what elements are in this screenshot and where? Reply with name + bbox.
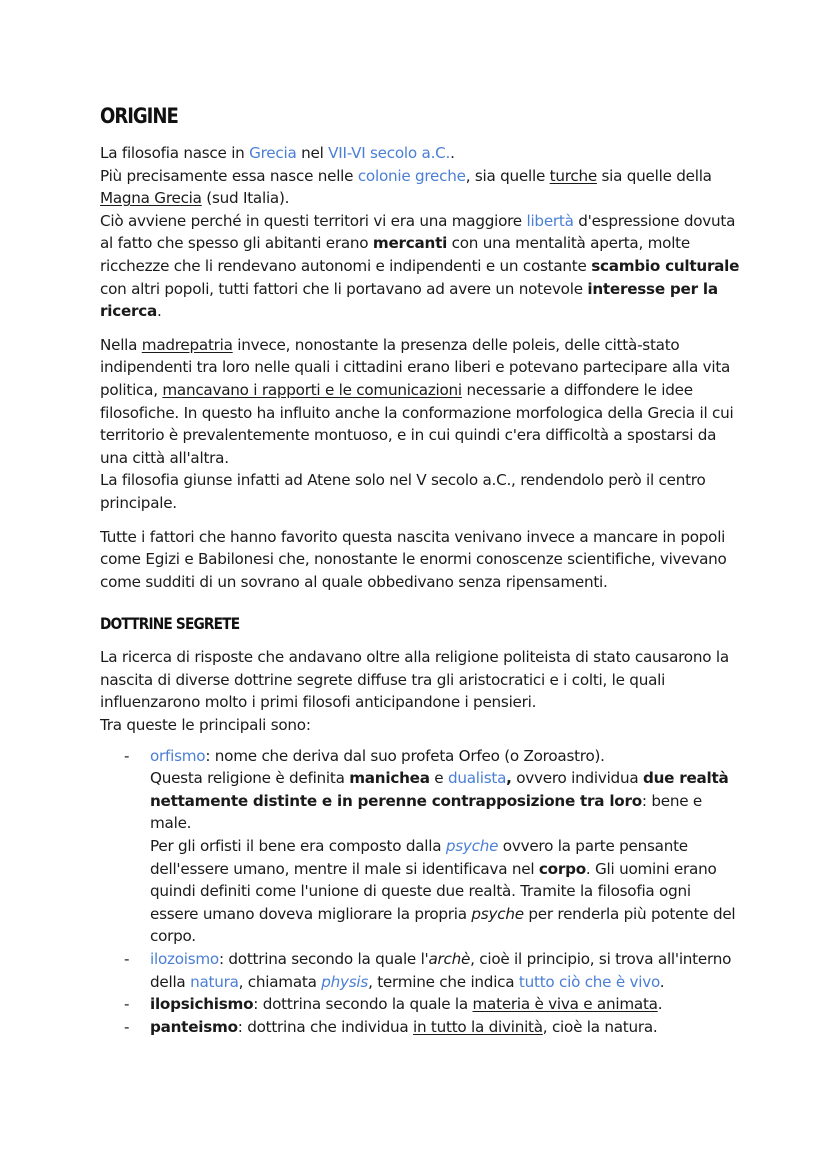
text-line xyxy=(150,1018,657,1036)
text-line xyxy=(100,648,729,711)
styled-text-run: psyche xyxy=(445,837,499,856)
text-run: La filosofia giunse infatti ad Atene solo nel V secolo a.C., rendendolo però il centro principale. xyxy=(100,471,706,512)
styled-text-run: Grecia xyxy=(249,144,297,162)
text-run: (sud Italia). xyxy=(201,189,290,208)
text-run: : bene e male. xyxy=(150,791,702,833)
paragraph-origine-intro xyxy=(100,142,740,323)
paragraph-madrepatria xyxy=(100,334,740,515)
text-run: , cioè il principio, si trova all'interno della xyxy=(150,950,732,991)
text-run: per renderla più potente del corpo. xyxy=(150,904,736,946)
styled-text-run: ilopsichismo xyxy=(150,995,254,1014)
styled-text-run: orfismo xyxy=(150,746,206,765)
text-run: d'espressione dovuta al fatto che spesso gli abitanti erano xyxy=(100,211,736,253)
text-run: , termine che indica xyxy=(368,972,519,991)
text-run: Più precisamente essa nasce nelle xyxy=(100,166,358,185)
text-line xyxy=(150,837,735,945)
doctrines-list xyxy=(100,745,740,1039)
styled-text-run: mancavano i rapporti e le comunicazioni xyxy=(162,380,462,399)
text-run: . xyxy=(659,972,665,991)
text-run: con altri popoli, tutti fattori che li portavano ad avere un notevole xyxy=(100,279,588,298)
text-line xyxy=(100,167,712,208)
text-line xyxy=(150,769,729,832)
text-line xyxy=(100,144,455,162)
styled-text-run: psyche xyxy=(471,904,524,923)
text-line xyxy=(100,528,727,591)
text-run: Ciò avviene perché in questi territori vi era una maggiore xyxy=(100,211,527,230)
styled-text-run: in tutto la divinità xyxy=(412,1017,543,1036)
text-run: Questa religione è definita xyxy=(150,769,350,788)
styled-text-run: madrepatria xyxy=(141,335,233,354)
section-origine xyxy=(100,102,740,593)
text-run: sia quelle della xyxy=(596,166,712,185)
document-page xyxy=(100,102,740,1038)
styled-text-run: tutto ciò che è vivo xyxy=(518,972,660,991)
styled-text-run: ilozoismo xyxy=(150,950,219,968)
styled-text-run: VII-VI secolo a.C. xyxy=(328,144,451,162)
text-line xyxy=(150,747,605,765)
styled-text-run: physis xyxy=(321,972,369,991)
list-item-ilopsichismo xyxy=(100,993,740,1016)
dash-bullet-icon: - xyxy=(124,995,130,1014)
text-run: : dottrina che individua xyxy=(237,1017,413,1036)
text-run: La ricerca di risposte che andavano oltre alla religione politeista di stato causarono la nascita di diverse dottrine segrete diffuse tra gli aristocratici e i colti, le quali influenzarono molto i primi filosofi anticipandone i pensieri. xyxy=(100,648,729,712)
styled-text-run: manichea xyxy=(349,769,430,788)
styled-text-run: mercanti xyxy=(372,234,448,253)
list-item-ilozoismo xyxy=(100,948,740,993)
text-run: . xyxy=(657,995,663,1014)
text-run: e xyxy=(429,769,448,788)
text-run: nel xyxy=(296,144,329,162)
text-run: necessarie a diffondere le idee filosofiche. In questo ha influito anche la conformazione morfologica della Grecia il cui territorio è prevalentemente montuoso, e in cui quindi c'era difficoltà a spostarsi da una città all'altra. xyxy=(100,380,734,467)
text-run: . Gli uomini erano quindi definiti come l'unione di queste due realtà. Tramite la filosofia ogni essere umano doveva migliorare la propria xyxy=(150,859,717,923)
styled-text-run: turche xyxy=(549,166,597,185)
dash-bullet-icon: - xyxy=(124,746,130,765)
styled-text-run: due realtà nettamente distinte e in perenne contrapposizione tra loro xyxy=(150,769,729,810)
styled-text-run: scambio culturale xyxy=(591,256,740,275)
styled-text-run: panteismo xyxy=(150,1017,238,1036)
text-run: : nome che deriva dal suo profeta Orfeo (o Zoroastro). xyxy=(205,746,605,765)
styled-text-run: libertà xyxy=(526,211,574,230)
list-item-orfismo xyxy=(100,745,740,948)
styled-text-run: natura xyxy=(190,972,239,991)
text-run: ovvero la parte pensante dell'essere umano, mentre il male si identificava nel xyxy=(150,837,688,878)
text-run: Tra queste le principali sono: xyxy=(100,716,311,735)
text-run: : dottrina secondo la quale la xyxy=(253,995,473,1014)
styled-text-run: , xyxy=(506,769,512,788)
styled-text-run: interesse per la ricerca xyxy=(100,279,718,321)
text-run: invece, nonostante la presenza delle poleis, delle città-stato indipendenti tra loro nelle quali i cittadini erano liberi e potevano partecipare alla vita politica, xyxy=(100,335,731,399)
text-run: Tutte i fattori che hanno favorito questa nascita venivano invece a mancare in popoli come Egizi e Babilonesi che, nonostante le enormi conoscenze scientifiche, vivevano come sudditi di un sovrano al quale obbedivano senza ripensamenti. xyxy=(100,527,727,591)
dash-bullet-icon: - xyxy=(124,950,130,968)
text-run: . xyxy=(157,302,162,321)
styled-text-run: colonie greche xyxy=(357,166,466,185)
list-item-panteismo xyxy=(100,1016,740,1039)
text-line xyxy=(100,212,739,320)
text-run: Per gli orfisti il bene era composto dalla xyxy=(150,837,446,856)
text-run: , chiamata xyxy=(238,972,322,991)
styled-text-run: materia è viva e animata xyxy=(472,995,658,1014)
text-line xyxy=(150,995,662,1013)
styled-text-run: dualista xyxy=(447,769,507,788)
paragraph-dottrine-intro xyxy=(100,646,740,736)
text-line xyxy=(100,716,311,734)
text-run: Nella xyxy=(100,335,142,354)
text-run: ovvero individua xyxy=(511,769,643,788)
text-run: . xyxy=(450,144,455,162)
text-run: , sia quelle xyxy=(465,166,550,185)
paragraph-egizi-babilonesi xyxy=(100,526,740,594)
text-run: con una mentalità aperta, molte ricchezze che li rendevano autonomi e indipendenti e un costante xyxy=(100,234,690,275)
styled-text-run: archè xyxy=(428,950,471,968)
text-run: La filosofia nasce in xyxy=(100,144,250,162)
text-line xyxy=(100,336,733,467)
heading-origine: ORIGINE xyxy=(100,104,178,128)
section-dottrine-segrete xyxy=(100,612,740,1038)
dash-bullet-icon: - xyxy=(124,1017,130,1036)
text-line xyxy=(100,471,705,512)
styled-text-run: corpo xyxy=(538,859,586,878)
styled-text-run: Magna Grecia xyxy=(100,189,202,208)
heading-dottrine-segrete: DOTTRINE SEGRETE xyxy=(100,614,240,634)
text-line xyxy=(150,950,731,991)
text-run: , cioè la natura. xyxy=(542,1017,658,1036)
text-run: : dottrina secondo la quale l' xyxy=(218,950,429,968)
